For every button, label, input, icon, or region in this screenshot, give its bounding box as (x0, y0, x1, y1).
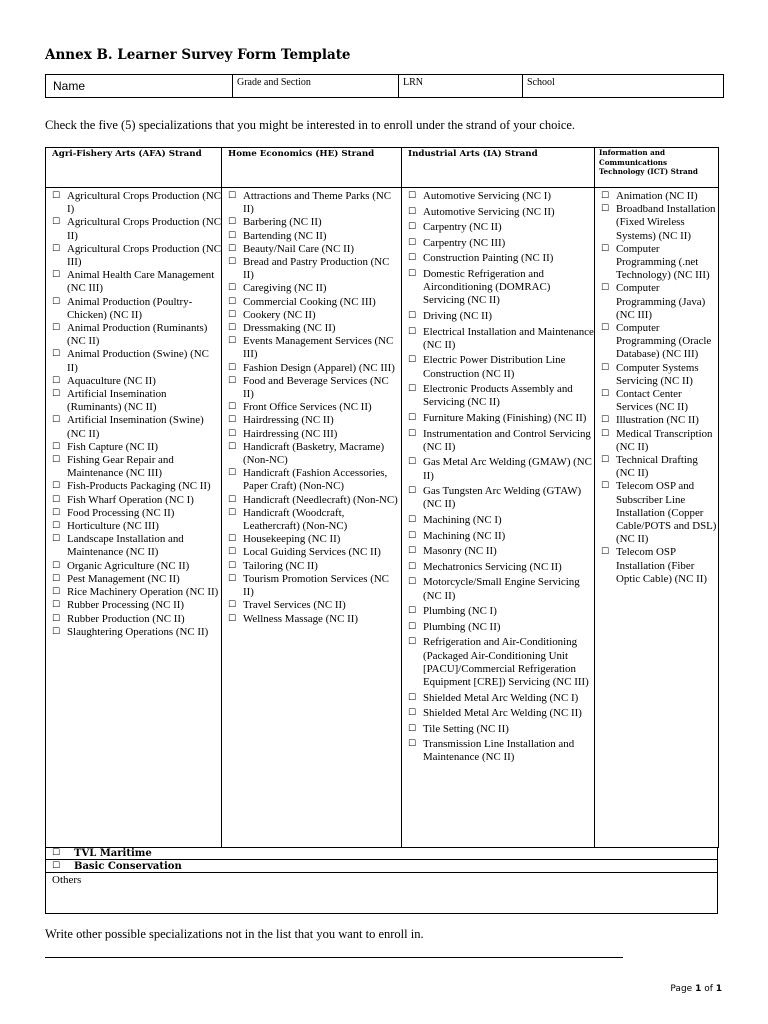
checkbox[interactable]: ☐ (52, 534, 61, 545)
specialization-label: Caregiving (NC II) (243, 282, 327, 295)
checkbox[interactable]: ☐ (228, 283, 237, 294)
specialization-label: Landscape Installation and Maintenance (NC II) (67, 533, 184, 559)
checkbox[interactable]: ☐ (408, 606, 417, 617)
specialization-label: Organic Agriculture (NC II) (67, 559, 190, 572)
specialization-label: Mechatronics Servicing (NC II) (423, 560, 562, 573)
checkbox[interactable]: ☐ (228, 560, 237, 571)
afa-strand-column (46, 188, 222, 848)
ict-strand-column (595, 188, 719, 848)
specialization-label: Wellness Massage (NC II) (243, 612, 358, 625)
school-field[interactable]: School (523, 75, 724, 98)
checkbox[interactable]: ☐ (601, 428, 610, 439)
specialization-item[interactable] (595, 546, 718, 586)
specialization-label: Medical Transcription (NC II) (616, 427, 713, 453)
specialization-item[interactable] (222, 256, 401, 282)
specialization-item[interactable] (222, 441, 401, 467)
specialization-item[interactable] (402, 412, 594, 425)
checkbox[interactable]: ☐ (52, 626, 61, 637)
write-other-line[interactable] (45, 957, 623, 958)
specialization-label: Beauty/Nail Care (NC II) (243, 242, 354, 255)
checkbox[interactable]: ☐ (228, 507, 237, 518)
specialization-item[interactable] (222, 362, 401, 375)
checkbox[interactable]: ☐ (408, 530, 417, 541)
specialization-label: Instrumentation and Control Servicing (NC II) (423, 427, 591, 453)
grade-section-field[interactable]: Grade and Section (233, 75, 399, 98)
checkbox[interactable]: ☐ (408, 561, 417, 572)
he-strand-column (222, 188, 402, 848)
specialization-label: Fishing Gear Repair and Maintenance (NC III) (67, 454, 174, 480)
specialization-item[interactable] (595, 428, 718, 454)
specialization-item[interactable] (46, 388, 221, 414)
checkbox[interactable]: ☐ (52, 455, 61, 466)
specialization-label: Travel Services (NC II) (243, 599, 346, 612)
specialization-item[interactable] (222, 507, 401, 533)
specialization-item[interactable] (222, 243, 401, 256)
specialization-item[interactable] (46, 348, 221, 374)
checkbox[interactable]: ☐ (52, 441, 61, 452)
tvl-maritime-row (45, 847, 718, 860)
checkbox[interactable]: ☐ (52, 349, 61, 360)
specialization-item[interactable] (402, 383, 594, 409)
specialization-item[interactable] (46, 560, 221, 573)
specialization-label: Pest Management (NC II) (67, 572, 180, 585)
checkbox[interactable]: ☐ (408, 206, 417, 217)
specialization-label: Telecom OSP Installation (Fiber Optic Cable) (NC II) (616, 546, 708, 585)
specialization-label: Domestic Refrigeration and Airconditioning (DOMRAC) Servicing (NC II) (423, 267, 551, 307)
specialization-item[interactable] (46, 454, 221, 480)
specialization-item[interactable] (46, 507, 221, 520)
checkbox[interactable]: ☐ (228, 468, 237, 479)
specialization-item[interactable] (402, 605, 594, 618)
specialization-item[interactable] (46, 573, 221, 586)
specialization-label: Shielded Metal Arc Welding (NC I) (423, 691, 579, 704)
checkbox[interactable]: ☐ (408, 577, 417, 588)
specialization-item[interactable] (402, 428, 594, 454)
specialization-item[interactable] (402, 456, 594, 482)
specialization-label: Fashion Design (Apparel) (NC III) (243, 361, 395, 374)
checkbox[interactable]: ☐ (52, 613, 61, 624)
checkbox[interactable]: ☐ (408, 428, 417, 439)
specialization-item[interactable] (222, 375, 401, 401)
checkbox[interactable]: ☐ (52, 217, 61, 228)
specialization-label: Telecom OSP and Subscriber Line Installation (Copper Cable/POTS and DSL) (NC II) (616, 480, 717, 546)
checkbox[interactable]: ☐ (408, 692, 417, 703)
page-of: of (701, 984, 716, 994)
specialization-item[interactable] (46, 441, 221, 454)
specialization-item[interactable] (402, 268, 594, 308)
checkbox[interactable]: ☐ (52, 415, 61, 426)
specialization-label: Plumbing (NC I) (423, 605, 497, 618)
specialization-label: Shielded Metal Arc Welding (NC II) (423, 707, 582, 720)
specialization-label: Motorcycle/Small Engine Servicing (NC II) (423, 576, 580, 602)
checkbox[interactable]: ☐ (408, 326, 417, 337)
specialization-label: Food Processing (NC II) (67, 506, 175, 519)
specialization-item[interactable] (595, 243, 718, 283)
checkbox[interactable]: ☐ (408, 191, 417, 201)
specialization-item[interactable] (46, 322, 221, 348)
specialization-table (45, 147, 719, 848)
specialization-item[interactable] (222, 309, 401, 322)
checkbox[interactable]: ☐ (52, 375, 61, 386)
checkbox[interactable]: ☐ (601, 389, 610, 400)
specialization-label: Fish Capture (NC II) (67, 440, 159, 453)
checkbox[interactable]: ☐ (408, 310, 417, 321)
checkbox[interactable]: ☐ (228, 375, 237, 386)
specialization-item[interactable] (402, 692, 594, 705)
specialization-item[interactable] (402, 561, 594, 574)
specialization-label: Fish-Products Packaging (NC II) (67, 480, 211, 493)
checkbox[interactable]: ☐ (408, 412, 417, 423)
specialization-item[interactable] (402, 514, 594, 527)
checkbox[interactable]: ☐ (408, 457, 417, 468)
specialization-item[interactable] (222, 560, 401, 573)
write-other-instruction: Write other possible specializations not in the list that you want to enroll in. (45, 927, 424, 941)
specialization-label: Hairdressing (NC III) (243, 427, 338, 440)
specialization-item[interactable] (46, 269, 221, 295)
checkbox[interactable]: ☐ (601, 415, 610, 426)
checkbox[interactable]: ☐ (228, 296, 237, 307)
lrn-field[interactable]: LRN (399, 75, 523, 98)
specialization-label: Bartending (NC II) (243, 229, 327, 242)
specialization-label: Animal Production (Ruminants) (NC II) (67, 322, 208, 348)
specialization-label: Gas Metal Arc Welding (GMAW) (NC II) (423, 456, 592, 482)
checkbox[interactable]: ☐ (601, 283, 610, 294)
specialization-item[interactable] (595, 362, 718, 388)
others-field[interactable] (45, 873, 718, 914)
specialization-label: Computer Programming (Oracle Database) (NC III) (616, 322, 712, 361)
checkbox[interactable]: ☐ (52, 573, 61, 584)
checkbox[interactable]: ☐ (228, 441, 237, 452)
checkbox[interactable]: ☐ (228, 613, 237, 624)
checkbox[interactable]: ☐ (408, 222, 417, 233)
checkbox[interactable]: ☐ (408, 637, 417, 648)
specialization-label: Broadband Installation (Fixed Wireless Systems) (NC II) (616, 203, 716, 242)
specialization-item[interactable] (46, 520, 221, 533)
specialization-label: Gas Tungsten Arc Welding (GTAW) (NC II) (423, 485, 582, 511)
checkbox[interactable]: ☐ (228, 494, 237, 505)
checkbox[interactable]: ☐ (408, 708, 417, 719)
specialization-label: Aquaculture (NC II) (67, 374, 156, 387)
specialization-label: Machining (NC II) (423, 529, 506, 542)
checkbox[interactable]: ☐ (228, 402, 237, 413)
checkbox[interactable]: ☐ (408, 486, 417, 497)
specialization-item[interactable] (402, 530, 594, 543)
checkbox[interactable]: ☐ (228, 257, 237, 268)
checkbox[interactable]: ☐ (52, 560, 61, 571)
page-prefix: Page (670, 984, 696, 994)
checkbox[interactable]: ☐ (52, 191, 61, 201)
specialization-label: Rubber Production (NC II) (67, 612, 185, 625)
checkbox[interactable]: ☐ (228, 309, 237, 320)
specialization-item[interactable] (46, 375, 221, 388)
specialization-item[interactable] (595, 454, 718, 480)
he-strand-header: Home Economics (HE) Strand (222, 148, 402, 188)
specialization-label: Construction Painting (NC II) (423, 252, 554, 265)
specialization-item[interactable] (402, 545, 594, 558)
checkbox[interactable]: ☐ (228, 600, 237, 611)
checkbox[interactable]: ☐ (52, 296, 61, 307)
specialization-item[interactable] (595, 414, 718, 427)
specialization-label: Artificial Insemination (Swine) (NC II) (67, 414, 204, 440)
specialization-label: Artificial Insemination (Ruminants) (NC II) (67, 388, 167, 414)
specialization-item[interactable] (402, 252, 594, 265)
specialization-item[interactable] (402, 636, 594, 689)
specialization-item[interactable] (595, 190, 718, 203)
specialization-item[interactable] (222, 414, 401, 427)
checkbox[interactable]: ☐ (408, 355, 417, 366)
page-total: 1 (715, 984, 722, 994)
specialization-item[interactable] (595, 282, 718, 322)
specialization-label: Animal Production (Swine) (NC II) (67, 348, 209, 374)
specialization-label: Electronic Products Assembly and Servicing (NC II) (423, 383, 573, 409)
specialization-item[interactable] (402, 621, 594, 634)
tvl-maritime-label: TVL Maritime (74, 847, 152, 859)
specialization-item[interactable] (402, 326, 594, 352)
specialization-label: Tourism Promotion Services (NC II) (243, 572, 389, 599)
checkbox[interactable]: ☐ (408, 723, 417, 734)
specialization-item[interactable] (46, 480, 221, 493)
specialization-label: Agricultural Crops Production (NC I) (67, 190, 221, 216)
checkbox[interactable]: ☐ (601, 547, 610, 558)
ict-strand-header: Information and Communications Technology (ICT) Strand (595, 148, 719, 188)
specialization-item[interactable] (402, 221, 594, 234)
checkbox[interactable]: ☐ (228, 191, 237, 201)
specialization-label: Slaughtering Operations (NC II) (67, 625, 209, 638)
checkbox[interactable]: ☐ (52, 389, 61, 400)
specialization-label: Automotive Servicing (NC II) (423, 205, 555, 218)
specialization-label: Electric Power Distribution Line Construction (NC II) (423, 354, 566, 380)
specialization-label: Illustration (NC II) (616, 414, 699, 427)
checkbox[interactable]: ☐ (52, 243, 61, 254)
specialization-item[interactable] (222, 467, 401, 493)
specialization-item[interactable] (595, 322, 718, 362)
specialization-item[interactable] (222, 613, 401, 626)
specialization-item[interactable] (222, 282, 401, 295)
specialization-item[interactable] (402, 190, 594, 203)
specialization-item[interactable] (46, 599, 221, 612)
page-current: 1 (695, 984, 702, 994)
checkbox[interactable]: ☐ (228, 573, 237, 584)
specialization-label: Furniture Making (Finishing) (NC II) (423, 411, 587, 424)
checkbox[interactable]: ☐ (52, 848, 61, 858)
checkbox[interactable]: ☐ (408, 253, 417, 264)
specialization-label: Horticulture (NC III) (67, 520, 159, 533)
specialization-label: Plumbing (NC II) (423, 620, 501, 633)
checkbox[interactable]: ☐ (408, 546, 417, 557)
checkbox[interactable]: ☐ (228, 415, 237, 426)
specialization-label: Tailoring (NC II) (243, 559, 318, 572)
specialization-label: Animal Health Care Management (NC III) (67, 269, 215, 295)
checkbox[interactable]: ☐ (601, 323, 610, 334)
specialization-label: Front Office Services (NC II) (243, 401, 372, 414)
specialization-label: Computer Programming (Java) (NC III) (616, 282, 706, 321)
specialization-item[interactable] (402, 310, 594, 323)
specialization-label: Computer Programming (.net Technology) (NC III) (616, 242, 710, 282)
specialization-label: Handicraft (Basketry, Macrame) (Non-NC) (243, 440, 385, 467)
specialization-label: Contact Center Services (NC II) (616, 388, 688, 414)
specialization-label: Computer Systems Servicing (NC II) (616, 361, 699, 387)
specialization-label: Carpentry (NC III) (423, 236, 506, 249)
specialization-label: Cookery (NC II) (243, 308, 316, 321)
instruction-text: Check the five (5) specializations that you might be interested in to enroll under the strand of your choice. (45, 118, 576, 132)
checkbox[interactable]: ☐ (228, 362, 237, 373)
specialization-item[interactable] (46, 296, 221, 322)
checkbox[interactable]: ☐ (52, 323, 61, 334)
specialization-label: Attractions and Theme Parks (NC II) (243, 190, 392, 216)
checkbox[interactable]: ☐ (601, 362, 610, 373)
specialization-label: Driving (NC II) (423, 309, 492, 322)
checkbox[interactable]: ☐ (601, 455, 610, 466)
specialization-label: Events Management Services (NC III) (243, 335, 394, 361)
checkbox[interactable]: ☐ (52, 494, 61, 505)
specialization-item[interactable] (46, 243, 221, 269)
specialization-item[interactable] (46, 613, 221, 626)
specialization-item[interactable] (402, 206, 594, 219)
specialization-item[interactable] (46, 533, 221, 559)
checkbox[interactable]: ☐ (601, 191, 610, 201)
specialization-item[interactable] (46, 190, 221, 216)
specialization-label: Bread and Pastry Production (NC II) (243, 256, 390, 282)
specialization-item[interactable] (402, 237, 594, 250)
checkbox[interactable]: ☐ (52, 481, 61, 492)
specialization-item[interactable] (222, 296, 401, 309)
checkbox[interactable]: ☐ (408, 514, 417, 525)
afa-strand-header: Agri-Fishery Arts (AFA) Strand (46, 148, 222, 188)
specialization-label: Masonry (NC II) (423, 545, 497, 558)
specialization-item[interactable] (222, 216, 401, 229)
form-title: Annex B. Learner Survey Form Template (45, 47, 351, 63)
checkbox[interactable]: ☐ (228, 428, 237, 439)
others-label: Others (52, 874, 82, 886)
specialization-item[interactable] (222, 401, 401, 414)
specialization-item[interactable] (595, 203, 718, 243)
specialization-item[interactable] (402, 485, 594, 511)
specialization-label: Animation (NC II) (616, 190, 698, 202)
specialization-item[interactable] (222, 322, 401, 335)
checkbox[interactable]: ☐ (228, 243, 237, 254)
specialization-label: Automotive Servicing (NC I) (423, 190, 551, 202)
specialization-item[interactable] (402, 738, 594, 764)
checkbox[interactable]: ☐ (52, 270, 61, 281)
ia-strand-column (402, 188, 595, 848)
checkbox[interactable]: ☐ (228, 323, 237, 334)
checkbox[interactable]: ☐ (228, 230, 237, 241)
basic-conservation-label: Basic Conservation (74, 860, 182, 872)
checkbox[interactable]: ☐ (52, 861, 61, 871)
specialization-label: Local Guiding Services (NC II) (243, 546, 381, 559)
specialization-item[interactable] (222, 573, 401, 599)
checkbox[interactable]: ☐ (601, 481, 610, 492)
specialization-label: Barbering (NC II) (243, 216, 322, 229)
specialization-label: Agricultural Crops Production (NC III) (67, 242, 221, 269)
checkbox[interactable]: ☐ (408, 384, 417, 395)
specialization-label: Rubber Processing (NC II) (67, 599, 185, 612)
checkbox[interactable]: ☐ (52, 600, 61, 611)
checkbox[interactable]: ☐ (52, 587, 61, 598)
basic-conservation-row (45, 860, 718, 873)
specialization-item[interactable] (402, 707, 594, 720)
checkbox[interactable]: ☐ (228, 336, 237, 347)
specialization-item[interactable] (402, 354, 594, 380)
checkbox[interactable]: ☐ (52, 521, 61, 532)
checkbox[interactable]: ☐ (228, 534, 237, 545)
specialization-item[interactable] (46, 494, 221, 507)
checkbox[interactable]: ☐ (408, 268, 417, 279)
specialization-item[interactable] (46, 626, 221, 639)
specialization-label: Technical Drafting (NC II) (616, 454, 698, 480)
specialization-label: Handicraft (Needlecraft) (Non-NC) (243, 493, 398, 506)
specialization-label: Handicraft (Woodcraft, Leathercraft) (Non-NC) (243, 506, 348, 533)
specialization-label: Housekeeping (NC II) (243, 533, 341, 546)
specialization-item[interactable] (222, 190, 401, 216)
specialization-item[interactable] (595, 480, 718, 546)
checkbox[interactable]: ☐ (601, 243, 610, 254)
specialization-item[interactable] (222, 335, 401, 361)
specialization-label: Agricultural Crops Production (NC II) (67, 216, 221, 242)
specialization-label: Dressmaking (NC II) (243, 322, 336, 335)
specialization-item[interactable] (222, 428, 401, 441)
checkbox[interactable]: ☐ (408, 237, 417, 248)
ia-strand-header: Industrial Arts (IA) Strand (402, 148, 595, 188)
checkbox[interactable]: ☐ (408, 621, 417, 632)
specialization-label: Machining (NC I) (423, 513, 502, 526)
specialization-label: Animal Production (Poultry-Chicken) (NC II) (67, 295, 193, 321)
checkbox[interactable]: ☐ (408, 739, 417, 750)
specialization-item[interactable] (595, 388, 718, 414)
specialization-label: Carpentry (NC II) (423, 221, 502, 234)
specialization-item[interactable] (402, 723, 594, 736)
specialization-item[interactable] (222, 599, 401, 612)
specialization-label: Handicraft (Fashion Accessories, Paper Craft) (Non-NC) (243, 467, 388, 493)
specialization-item[interactable] (46, 586, 221, 599)
page-number (670, 984, 722, 994)
name-field[interactable]: Name (46, 75, 233, 98)
specialization-item[interactable] (222, 546, 401, 559)
checkbox[interactable]: ☐ (52, 507, 61, 518)
specialization-label: Tile Setting (NC II) (423, 722, 509, 735)
specialization-label: Refrigeration and Air-Conditioning (Packaged Air-Conditioning Unit [PACU]/Commercial Refrigeration Equipment [CRE]) Servicing (NC III) (423, 636, 589, 688)
checkbox[interactable]: ☐ (228, 547, 237, 558)
specialization-item[interactable] (222, 494, 401, 507)
specialization-label: Transmission Line Installation and Maintenance (NC II) (423, 738, 575, 764)
specialization-item[interactable] (402, 576, 594, 602)
specialization-item[interactable] (46, 414, 221, 440)
specialization-item[interactable] (222, 533, 401, 546)
checkbox[interactable]: ☐ (601, 204, 610, 215)
specialization-label: Food and Beverage Services (NC II) (243, 374, 389, 401)
learner-info-table (45, 74, 724, 98)
specialization-label: Commercial Cooking (NC III) (243, 295, 376, 308)
specialization-label: Fish Wharf Operation (NC I) (67, 493, 194, 506)
specialization-label: Hairdressing (NC II) (243, 414, 334, 427)
specialization-item[interactable] (46, 216, 221, 242)
specialization-label: Electrical Installation and Maintenance (NC II) (423, 325, 594, 351)
specialization-label: Rice Machinery Operation (NC II) (67, 586, 219, 599)
checkbox[interactable]: ☐ (228, 217, 237, 228)
specialization-item[interactable] (222, 230, 401, 243)
